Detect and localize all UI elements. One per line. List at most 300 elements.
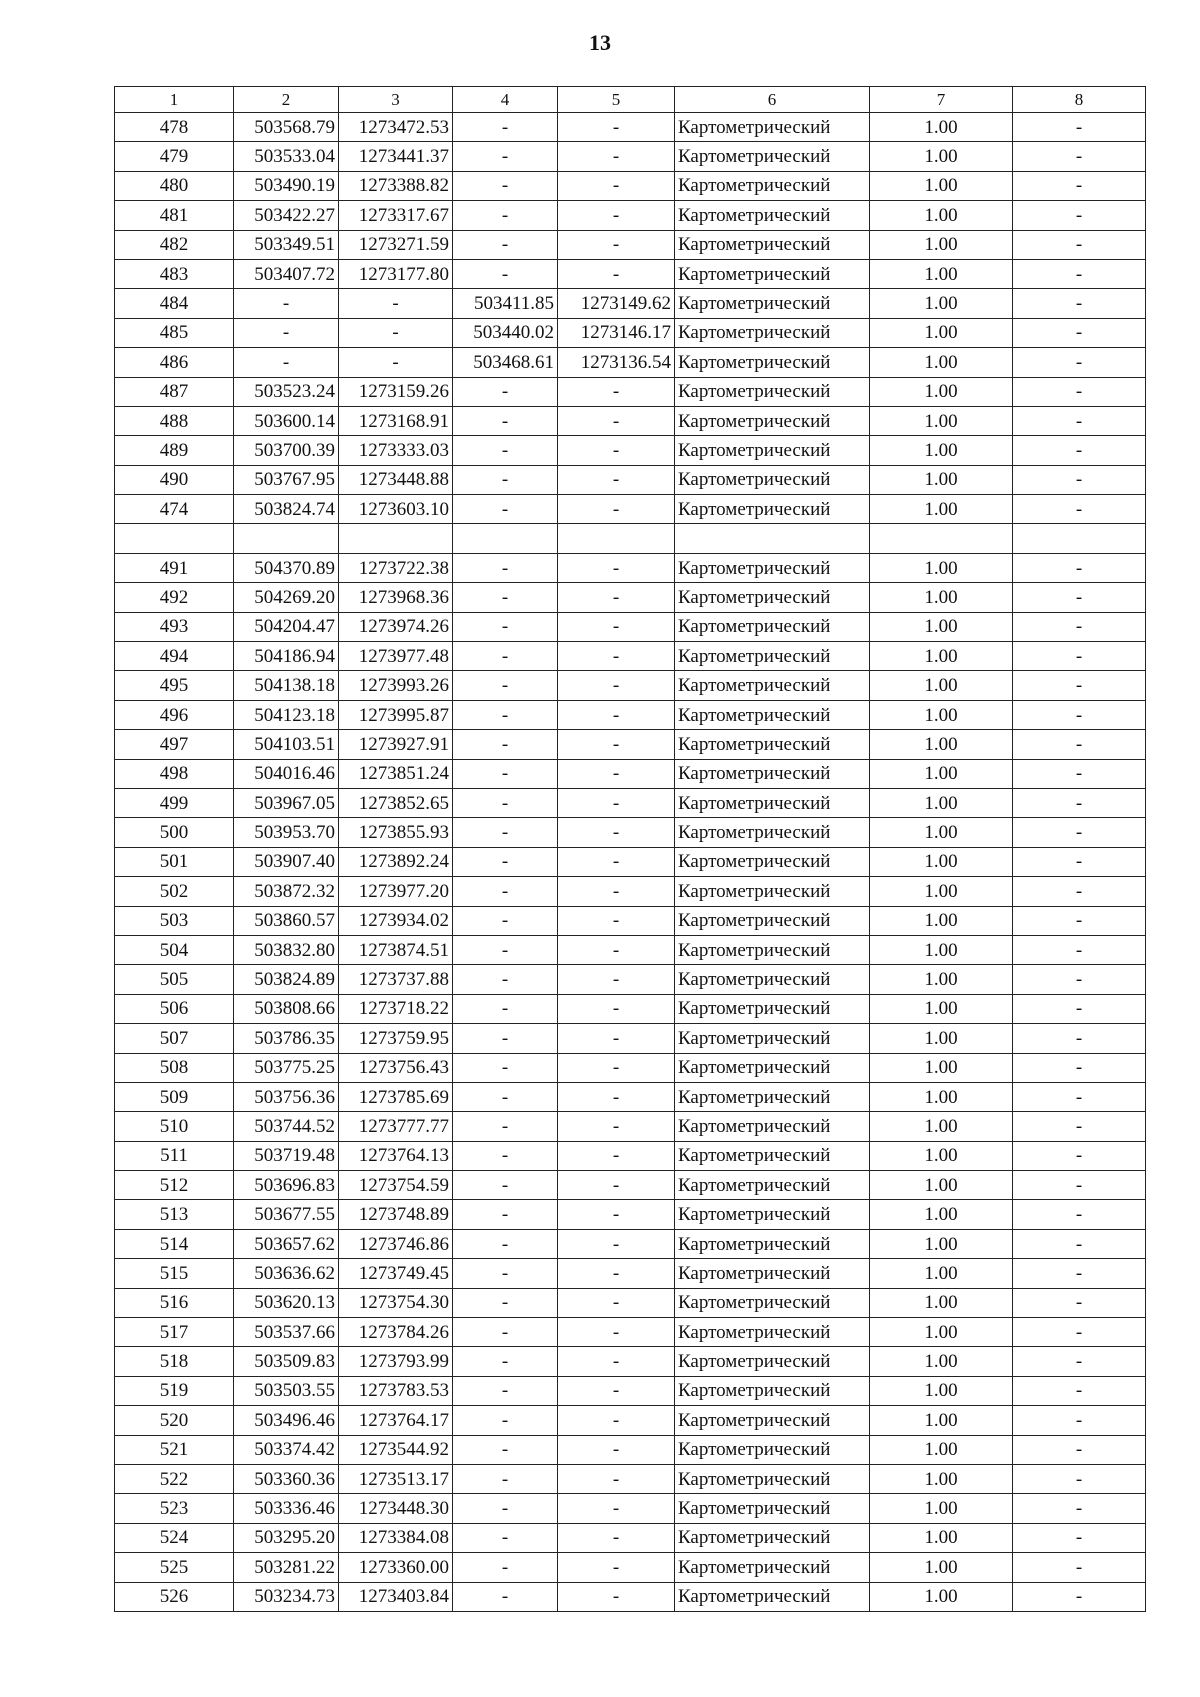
table-row (115, 877, 1146, 906)
cell-x-new: - (453, 906, 558, 935)
cell-x-coordinate: 504186.94 (234, 642, 339, 671)
cell-y-coordinate: 1273746.86 (339, 1229, 453, 1258)
table-row (115, 1318, 1146, 1347)
table-row (115, 1406, 1146, 1435)
cell-y-new: - (558, 1464, 675, 1493)
cell-point-number: 490 (115, 465, 234, 494)
table-row (115, 230, 1146, 259)
cell-x-new: - (453, 935, 558, 964)
cell-y-coordinate: 1273384.08 (339, 1523, 453, 1552)
cell-precision: 1.00 (870, 230, 1013, 259)
cell-method: Картометрический (675, 642, 870, 671)
cell-x-new: - (453, 1141, 558, 1170)
cell-y-coordinate: 1273513.17 (339, 1464, 453, 1493)
cell-note: - (1013, 1171, 1146, 1200)
cell-y-new: - (558, 1318, 675, 1347)
cell-point-number: 499 (115, 788, 234, 817)
cell-x-new: - (453, 1464, 558, 1493)
cell-method: Картометрический (675, 465, 870, 494)
cell-method: Картометрический (675, 877, 870, 906)
cell-point-number: 513 (115, 1200, 234, 1229)
cell-note: - (1013, 877, 1146, 906)
cell-y-new: - (558, 1288, 675, 1317)
cell-y-new: - (558, 671, 675, 700)
cell-x-new: - (453, 583, 558, 612)
cell-y-new: - (558, 406, 675, 435)
table-row (115, 142, 1146, 171)
cell-x-coordinate: 503523.24 (234, 377, 339, 406)
cell-note: - (1013, 818, 1146, 847)
cell-note: - (1013, 1494, 1146, 1523)
cell-point-number: 507 (115, 1024, 234, 1053)
cell-x-new: - (453, 1053, 558, 1082)
cell-y-coordinate: 1273448.88 (339, 465, 453, 494)
table-row (115, 1435, 1146, 1464)
cell-note: - (1013, 994, 1146, 1023)
cell-y-new: - (558, 113, 675, 142)
cell-y-new: - (558, 1494, 675, 1523)
cell-x-new: - (453, 1229, 558, 1258)
cell-y-coordinate: 1273756.43 (339, 1053, 453, 1082)
cell-method: Картометрический (675, 1288, 870, 1317)
table-row (115, 1259, 1146, 1288)
cell-y-new: - (558, 1229, 675, 1258)
cell-x-new: - (453, 1523, 558, 1552)
cell-y-coordinate: 1273764.13 (339, 1141, 453, 1170)
cell-method: Картометрический (675, 1141, 870, 1170)
cell-x-new: - (453, 553, 558, 582)
cell-point-number: 484 (115, 289, 234, 318)
cell-note: - (1013, 1288, 1146, 1317)
cell-note: - (1013, 642, 1146, 671)
cell-point-number: 482 (115, 230, 234, 259)
cell-y-coordinate: 1273793.99 (339, 1347, 453, 1376)
column-header: 8 (1013, 87, 1146, 113)
cell-y-new: - (558, 495, 675, 524)
cell-y-new: - (558, 230, 675, 259)
cell-y-new: 1273136.54 (558, 348, 675, 377)
cell-precision: 1.00 (870, 1376, 1013, 1405)
cell-method: Картометрический (675, 1523, 870, 1552)
cell-precision: 1.00 (870, 318, 1013, 347)
cell-point-number: 485 (115, 318, 234, 347)
coordinates-table (114, 86, 1146, 1612)
cell-y-coordinate: 1273851.24 (339, 759, 453, 788)
cell-x-coordinate: 503832.80 (234, 935, 339, 964)
cell-y-coordinate: 1273759.95 (339, 1024, 453, 1053)
cell-x-new: - (453, 406, 558, 435)
cell-note: - (1013, 201, 1146, 230)
cell-precision: 1.00 (870, 1259, 1013, 1288)
table-row (115, 348, 1146, 377)
cell-precision: 1.00 (870, 1141, 1013, 1170)
cell-y-coordinate: 1273754.30 (339, 1288, 453, 1317)
cell-note: - (1013, 1523, 1146, 1552)
cell-y-coordinate: 1273317.67 (339, 201, 453, 230)
table-row (115, 612, 1146, 641)
cell-method: Картометрический (675, 906, 870, 935)
cell-method: Картометрический (675, 1494, 870, 1523)
cell-point-number: 512 (115, 1171, 234, 1200)
cell-precision: 1.00 (870, 1053, 1013, 1082)
cell-point-number: 518 (115, 1347, 234, 1376)
cell-point-number: 506 (115, 994, 234, 1023)
cell-x-new: - (453, 730, 558, 759)
table-row (115, 818, 1146, 847)
table-row (115, 1553, 1146, 1582)
cell-y-coordinate: 1273754.59 (339, 1171, 453, 1200)
cell-y-new: - (558, 377, 675, 406)
cell-point-number: 483 (115, 259, 234, 288)
table-row (115, 1582, 1146, 1611)
cell-note: - (1013, 671, 1146, 700)
cell-precision: 1.00 (870, 1523, 1013, 1552)
cell-point-number: 479 (115, 142, 234, 171)
cell-y-coordinate: 1273977.20 (339, 877, 453, 906)
cell-method: Картометрический (675, 847, 870, 876)
cell-x-new (453, 524, 558, 553)
cell-x-new: - (453, 1318, 558, 1347)
cell-x-new: - (453, 847, 558, 876)
table-row (115, 465, 1146, 494)
cell-method: Картометрический (675, 1171, 870, 1200)
cell-point-number: 495 (115, 671, 234, 700)
table-row (115, 377, 1146, 406)
cell-precision: 1.00 (870, 377, 1013, 406)
cell-y-coordinate: 1273784.26 (339, 1318, 453, 1347)
column-header: 1 (115, 87, 234, 113)
cell-method: Картометрический (675, 1347, 870, 1376)
table-row (115, 906, 1146, 935)
cell-x-coordinate: 503295.20 (234, 1523, 339, 1552)
cell-note: - (1013, 730, 1146, 759)
cell-y-coordinate: 1273177.80 (339, 259, 453, 288)
cell-note: - (1013, 1582, 1146, 1611)
cell-note: - (1013, 1200, 1146, 1229)
table-row (115, 1288, 1146, 1317)
cell-method: Картометрический (675, 935, 870, 964)
cell-x-new: - (453, 1347, 558, 1376)
cell-x-coordinate: 503281.22 (234, 1553, 339, 1582)
cell-note: - (1013, 465, 1146, 494)
cell-x-new: - (453, 1024, 558, 1053)
cell-y-new: - (558, 553, 675, 582)
cell-note: - (1013, 318, 1146, 347)
cell-x-new: - (453, 201, 558, 230)
column-header: 4 (453, 87, 558, 113)
cell-precision: 1.00 (870, 142, 1013, 171)
cell-x-new: - (453, 965, 558, 994)
cell-note: - (1013, 1553, 1146, 1582)
cell-method: Картометрический (675, 1318, 870, 1347)
cell-method: Картометрический (675, 171, 870, 200)
cell-precision: 1.00 (870, 406, 1013, 435)
cell-x-coordinate: 503657.62 (234, 1229, 339, 1258)
cell-y-coordinate: 1273159.26 (339, 377, 453, 406)
cell-y-new: - (558, 1523, 675, 1552)
cell-precision: 1.00 (870, 612, 1013, 641)
cell-precision: 1.00 (870, 259, 1013, 288)
cell-precision: 1.00 (870, 759, 1013, 788)
table-row (115, 965, 1146, 994)
cell-x-coordinate: 503374.42 (234, 1435, 339, 1464)
cell-point-number: 478 (115, 113, 234, 142)
cell-y-coordinate: 1273168.91 (339, 406, 453, 435)
cell-note: - (1013, 142, 1146, 171)
cell-method: Картометрический (675, 965, 870, 994)
cell-point-number: 501 (115, 847, 234, 876)
cell-note: - (1013, 377, 1146, 406)
cell-y-new: - (558, 171, 675, 200)
cell-x-coordinate: 504103.51 (234, 730, 339, 759)
cell-method: Картометрический (675, 1024, 870, 1053)
cell-precision: 1.00 (870, 495, 1013, 524)
cell-y-coordinate: 1273995.87 (339, 700, 453, 729)
cell-precision: 1.00 (870, 994, 1013, 1023)
cell-note: - (1013, 847, 1146, 876)
cell-x-coordinate: 503696.83 (234, 1171, 339, 1200)
cell-x-coordinate: 503600.14 (234, 406, 339, 435)
table-row (115, 671, 1146, 700)
cell-note: - (1013, 259, 1146, 288)
cell-x-coordinate: 503756.36 (234, 1082, 339, 1111)
cell-y-new (558, 524, 675, 553)
cell-y-coordinate: 1273968.36 (339, 583, 453, 612)
cell-note: - (1013, 1082, 1146, 1111)
cell-note: - (1013, 1053, 1146, 1082)
cell-x-coordinate: 503636.62 (234, 1259, 339, 1288)
cell-note: - (1013, 700, 1146, 729)
cell-x-coordinate: 503744.52 (234, 1112, 339, 1141)
cell-x-coordinate: 503620.13 (234, 1288, 339, 1317)
cell-note: - (1013, 759, 1146, 788)
table-row (115, 171, 1146, 200)
cell-point-number: 497 (115, 730, 234, 759)
cell-point-number: 492 (115, 583, 234, 612)
cell-x-new: 503411.85 (453, 289, 558, 318)
cell-y-new: - (558, 935, 675, 964)
cell-point-number: 494 (115, 642, 234, 671)
cell-method: Картометрический (675, 1053, 870, 1082)
cell-y-coordinate: 1273927.91 (339, 730, 453, 759)
table-row (115, 788, 1146, 817)
cell-note: - (1013, 935, 1146, 964)
cell-y-coordinate: 1273748.89 (339, 1200, 453, 1229)
cell-x-new: - (453, 1494, 558, 1523)
cell-precision: 1.00 (870, 1553, 1013, 1582)
table-row (115, 642, 1146, 671)
table-row (115, 524, 1146, 553)
cell-y-new: - (558, 700, 675, 729)
cell-note: - (1013, 1318, 1146, 1347)
cell-note: - (1013, 230, 1146, 259)
cell-y-new: 1273146.17 (558, 318, 675, 347)
cell-point-number: 514 (115, 1229, 234, 1258)
cell-method: Картометрический (675, 1229, 870, 1258)
cell-x-new: - (453, 1259, 558, 1288)
cell-method: Картометрический (675, 788, 870, 817)
cell-y-coordinate: 1273718.22 (339, 994, 453, 1023)
cell-y-new: - (558, 730, 675, 759)
cell-y-coordinate: 1273934.02 (339, 906, 453, 935)
cell-precision: 1.00 (870, 113, 1013, 142)
cell-note: - (1013, 1141, 1146, 1170)
cell-precision: 1.00 (870, 1024, 1013, 1053)
cell-y-coordinate: - (339, 318, 453, 347)
cell-y-coordinate: 1273360.00 (339, 1553, 453, 1582)
cell-point-number: 502 (115, 877, 234, 906)
cell-y-coordinate: 1273855.93 (339, 818, 453, 847)
cell-y-new: - (558, 1082, 675, 1111)
cell-method: Картометрический (675, 553, 870, 582)
cell-note: - (1013, 1435, 1146, 1464)
cell-y-coordinate: 1273271.59 (339, 230, 453, 259)
cell-y-new: - (558, 877, 675, 906)
cell-precision: 1.00 (870, 201, 1013, 230)
cell-note: - (1013, 553, 1146, 582)
cell-x-coordinate: 503719.48 (234, 1141, 339, 1170)
cell-x-new: - (453, 1288, 558, 1317)
cell-x-coordinate: 503677.55 (234, 1200, 339, 1229)
cell-point-number: 474 (115, 495, 234, 524)
cell-x-new: - (453, 436, 558, 465)
table-header-row (115, 87, 1146, 113)
cell-x-new: - (453, 1406, 558, 1435)
cell-precision: 1.00 (870, 289, 1013, 318)
cell-note: - (1013, 1259, 1146, 1288)
page-number: 13 (589, 30, 611, 55)
cell-x-new: 503468.61 (453, 348, 558, 377)
cell-x-new: - (453, 612, 558, 641)
cell-y-new: - (558, 1141, 675, 1170)
cell-note: - (1013, 1229, 1146, 1258)
cell-x-coordinate: 504269.20 (234, 583, 339, 612)
cell-y-new: - (558, 259, 675, 288)
cell-x-coordinate: - (234, 318, 339, 347)
cell-note: - (1013, 289, 1146, 318)
cell-method (675, 524, 870, 553)
cell-y-coordinate: 1273722.38 (339, 553, 453, 582)
cell-y-coordinate: 1273749.45 (339, 1259, 453, 1288)
cell-point-number: 496 (115, 700, 234, 729)
table-row (115, 1141, 1146, 1170)
cell-precision: 1.00 (870, 171, 1013, 200)
column-header: 6 (675, 87, 870, 113)
cell-precision: 1.00 (870, 1288, 1013, 1317)
cell-method: Картометрический (675, 318, 870, 347)
cell-y-coordinate: 1273448.30 (339, 1494, 453, 1523)
cell-method: Картометрический (675, 583, 870, 612)
cell-x-new: - (453, 1553, 558, 1582)
cell-note: - (1013, 113, 1146, 142)
cell-x-new: - (453, 1200, 558, 1229)
cell-precision: 1.00 (870, 818, 1013, 847)
cell-x-new: - (453, 465, 558, 494)
table-row (115, 318, 1146, 347)
cell-x-coordinate: 503808.66 (234, 994, 339, 1023)
table-row (115, 113, 1146, 142)
cell-note: - (1013, 495, 1146, 524)
cell-x-coordinate: 503907.40 (234, 847, 339, 876)
cell-x-new: - (453, 1082, 558, 1111)
cell-precision: 1.00 (870, 1494, 1013, 1523)
cell-y-coordinate: 1273603.10 (339, 495, 453, 524)
cell-x-new: - (453, 877, 558, 906)
cell-y-new: - (558, 994, 675, 1023)
cell-y-coordinate: 1273783.53 (339, 1376, 453, 1405)
cell-y-new: - (558, 436, 675, 465)
cell-method: Картометрический (675, 1259, 870, 1288)
cell-y-new: - (558, 759, 675, 788)
table-row (115, 1171, 1146, 1200)
cell-method: Картометрический (675, 1435, 870, 1464)
cell-note: - (1013, 1112, 1146, 1141)
cell-y-coordinate: 1273388.82 (339, 171, 453, 200)
cell-note: - (1013, 1376, 1146, 1405)
cell-x-new: - (453, 671, 558, 700)
cell-y-new: - (558, 201, 675, 230)
cell-x-new: - (453, 994, 558, 1023)
cell-method: Картометрический (675, 289, 870, 318)
cell-y-new: - (558, 1259, 675, 1288)
table-row (115, 1347, 1146, 1376)
cell-point-number (115, 524, 234, 553)
table-row (115, 935, 1146, 964)
cell-point-number: 508 (115, 1053, 234, 1082)
cell-y-coordinate: 1273993.26 (339, 671, 453, 700)
table-row (115, 1053, 1146, 1082)
cell-point-number: 504 (115, 935, 234, 964)
cell-method: Картометрический (675, 1200, 870, 1229)
cell-precision: 1.00 (870, 1112, 1013, 1141)
cell-x-coordinate: 503360.36 (234, 1464, 339, 1493)
cell-x-coordinate: 503568.79 (234, 113, 339, 142)
table-row (115, 1082, 1146, 1111)
cell-y-new: - (558, 642, 675, 671)
cell-precision: 1.00 (870, 1229, 1013, 1258)
cell-x-coordinate: 503767.95 (234, 465, 339, 494)
cell-method: Картометрический (675, 406, 870, 435)
cell-x-new: - (453, 759, 558, 788)
cell-point-number: 487 (115, 377, 234, 406)
cell-point-number: 524 (115, 1523, 234, 1552)
cell-x-new: - (453, 1582, 558, 1611)
cell-y-coordinate: 1273874.51 (339, 935, 453, 964)
cell-method: Картометрический (675, 495, 870, 524)
cell-point-number: 511 (115, 1141, 234, 1170)
cell-x-coordinate: 503860.57 (234, 906, 339, 935)
cell-method: Картометрический (675, 730, 870, 759)
cell-precision: 1.00 (870, 700, 1013, 729)
cell-x-new: - (453, 1112, 558, 1141)
cell-x-new: - (453, 788, 558, 817)
cell-x-coordinate: 503349.51 (234, 230, 339, 259)
cell-y-new: - (558, 1024, 675, 1053)
cell-y-new: - (558, 1200, 675, 1229)
cell-precision: 1.00 (870, 348, 1013, 377)
cell-method: Картометрический (675, 700, 870, 729)
cell-method: Картометрический (675, 436, 870, 465)
table-row (115, 1523, 1146, 1552)
cell-x-coordinate: - (234, 348, 339, 377)
table-row (115, 847, 1146, 876)
cell-x-coordinate: 504204.47 (234, 612, 339, 641)
cell-y-new: - (558, 847, 675, 876)
cell-x-coordinate: 504370.89 (234, 553, 339, 582)
cell-point-number: 500 (115, 818, 234, 847)
cell-note (1013, 524, 1146, 553)
cell-y-new: - (558, 818, 675, 847)
